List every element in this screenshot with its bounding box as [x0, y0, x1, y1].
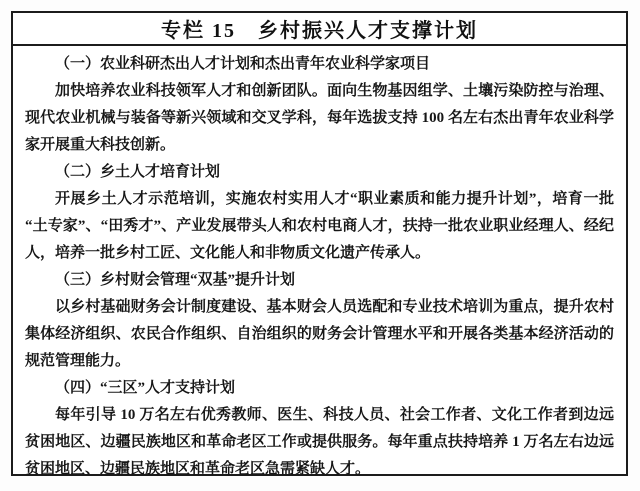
policy-column-box: [11, 11, 628, 476]
panel-title: 专栏 15 乡村振兴人才支撑计划: [13, 13, 626, 46]
section-2-body: 开展乡土人才示范培训，实施农村实用人才“职业素质和能力提升计划”，培育一批“土专家”、“田秀才”、产业发展带头人和农村电商人才，扶持一批农业职业经理人、经纪人，培养一批乡村工匠、文化能人和非物质文化遗产传承人。: [25, 191, 614, 261]
section-2-heading: （二）乡土人才培育计划: [55, 164, 221, 180]
section-1-body: 加快培养农业科技领军人才和创新团队。面向生物基因组学、土壤污染防控与治理、现代农业机械与装备等新兴领域和交叉学科，每年选拔支持 100 名左右杰出青年农业科学家开展重大科技创新。: [25, 83, 614, 153]
section-4-body: 每年引导 10 万名左右优秀教师、医生、科技人员、社会工作者、文化工作者到边远贫困地区、边疆民族地区和革命老区工作或提供服务。每年重点扶持培养 1 万名左右边远贫困地区、边疆民族地区和革命老区急需紧缺人才。: [25, 407, 614, 477]
section-1-heading: （一）农业科研杰出人才计划和杰出青年农业科学家项目: [55, 56, 431, 72]
section-3-heading: （三）乡村财会管理“双基”提升计划: [55, 272, 296, 288]
section-3-body: 以乡村基础财务会计制度建设、基本财会人员选配和专业技术培训为重点，提升农村集体经济组织、农民合作组织、自治组织的财务会计管理水平和开展各类基本经济活动的规范管理能力。: [25, 299, 614, 369]
panel-body: [13, 46, 626, 483]
section-4-heading: （四）“三区”人才支持计划: [55, 380, 236, 396]
